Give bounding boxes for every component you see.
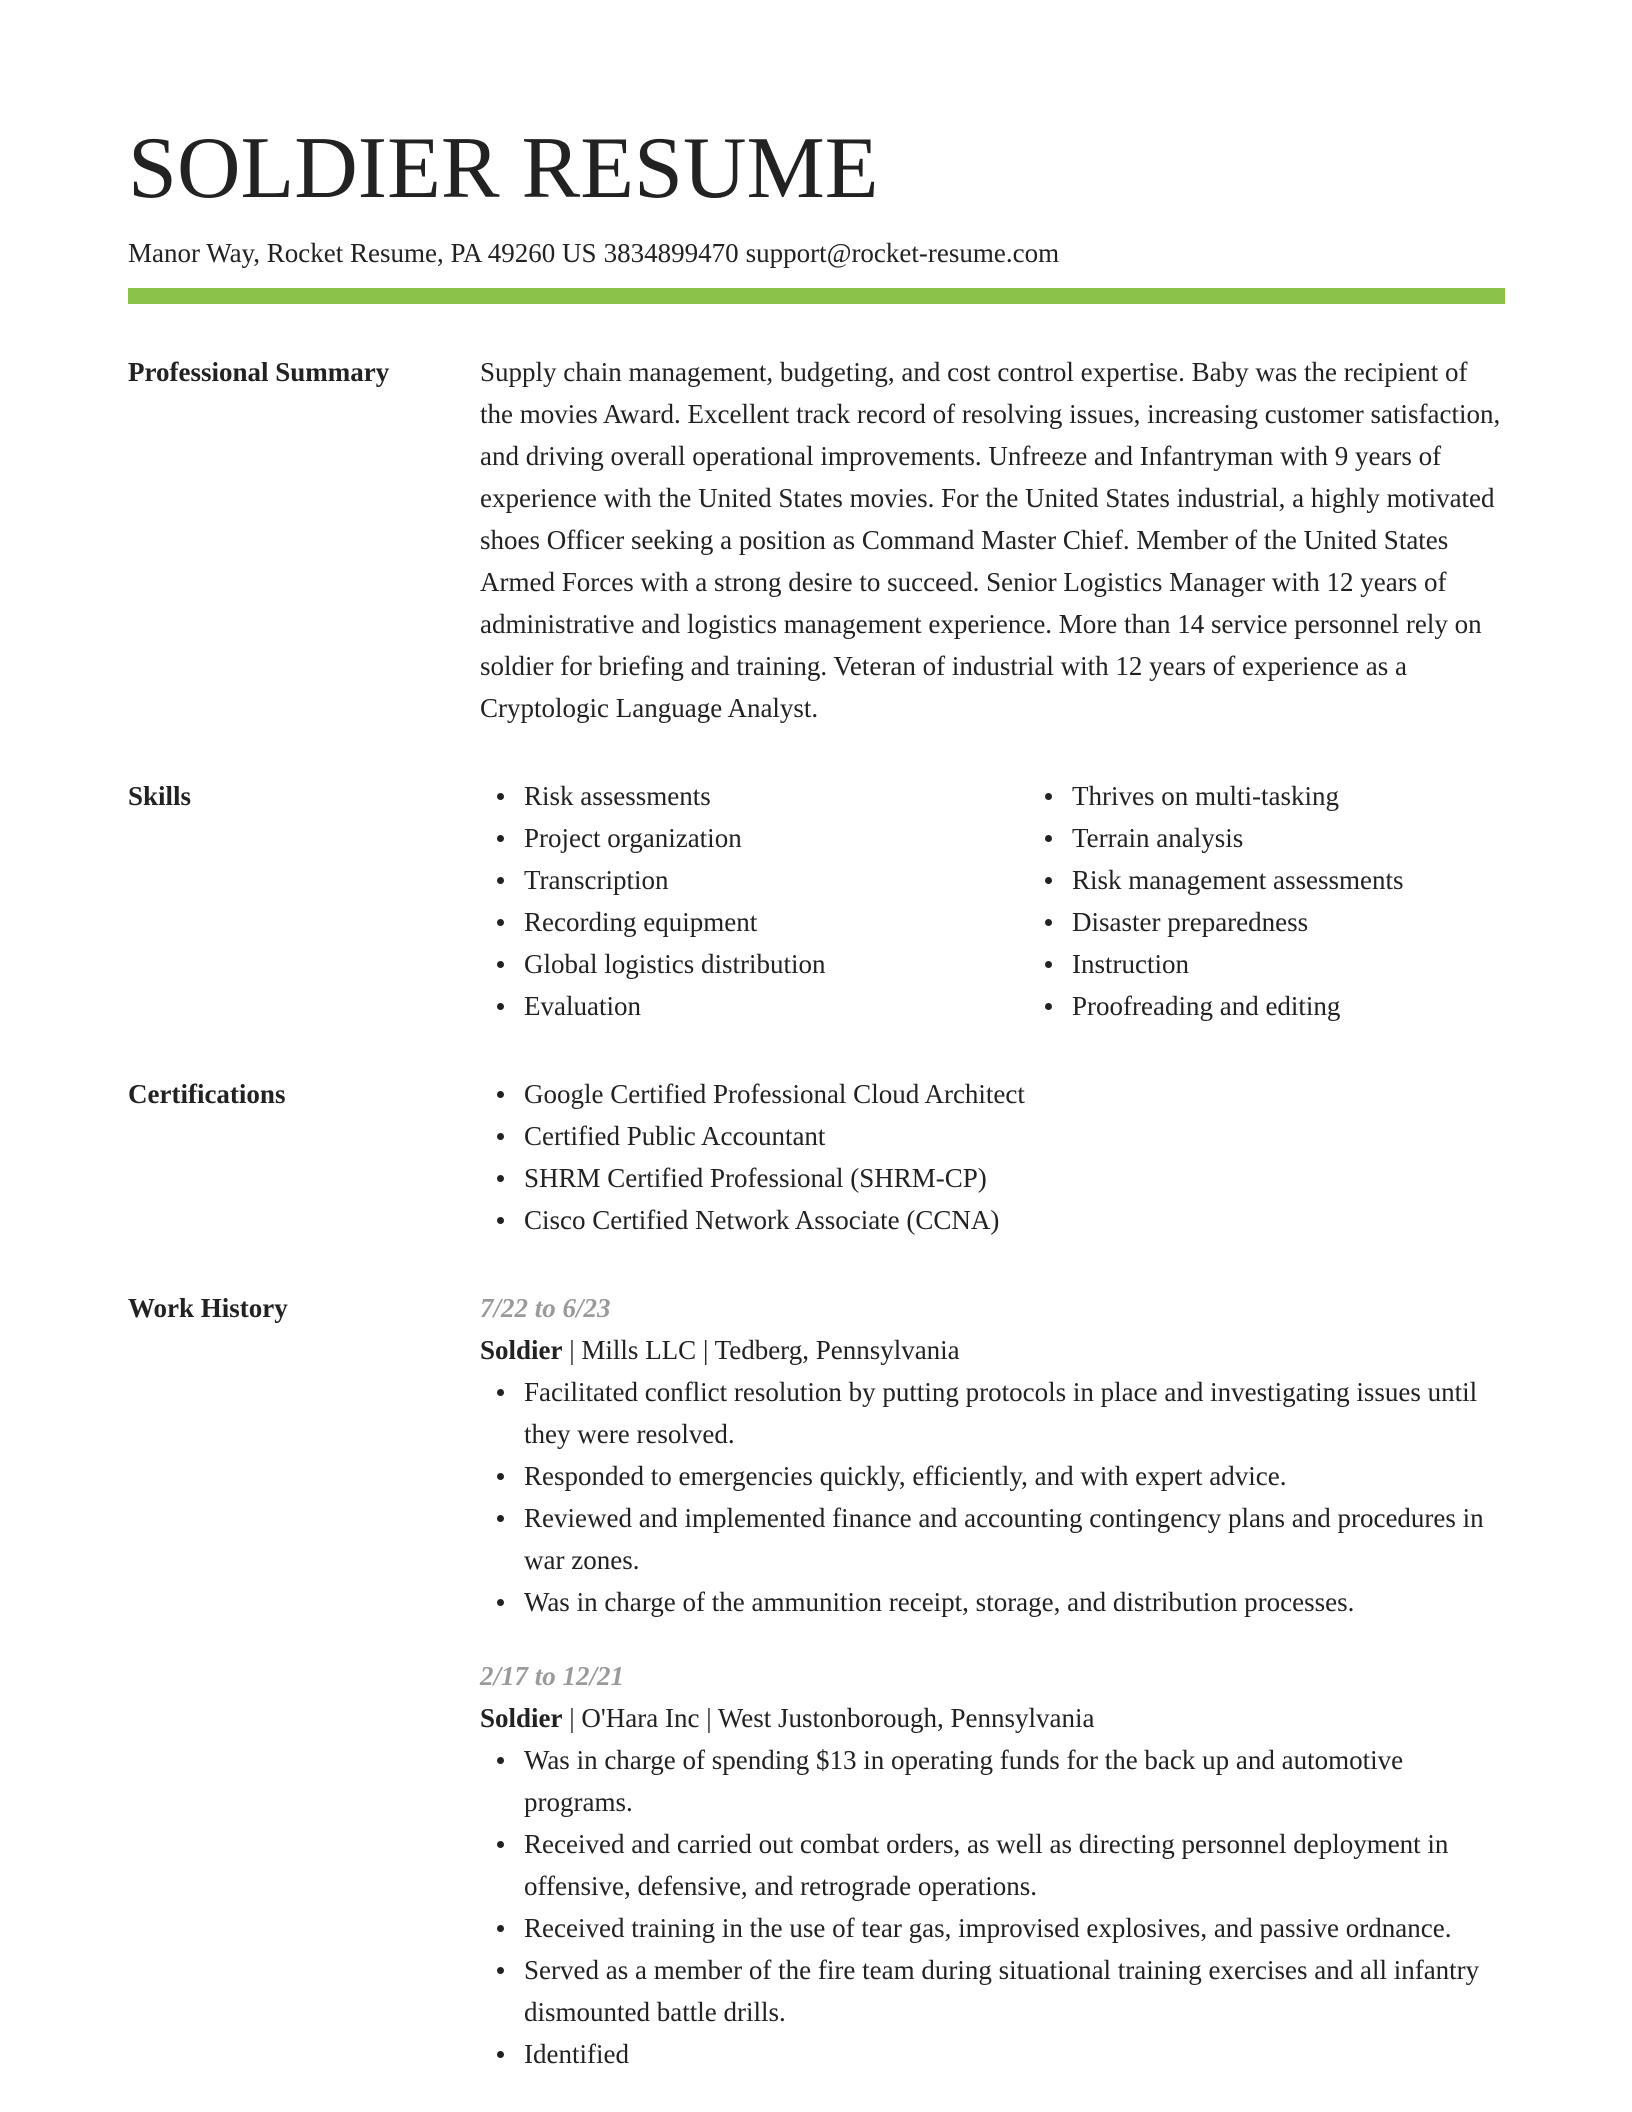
job-bullet: Facilitated conflict resolution by putting protocols in place and investigating issues until they were resolved. (524, 1371, 1505, 1455)
skills-list-right (1028, 775, 1505, 1027)
job-dates: 2/17 to 12/21 (480, 1661, 625, 1691)
certifications-heading: Certifications (128, 1079, 286, 1109)
job-heading: Soldier | O'Hara Inc | West Justonborough, Pennsylvania (480, 1703, 1095, 1733)
job-bullet: Was in charge of the ammunition receipt, storage, and distribution processes. (524, 1581, 1505, 1623)
contact-line (128, 236, 1505, 270)
skill-item: Terrain analysis (1072, 817, 1505, 859)
job-entry (480, 1655, 1505, 2075)
job-bullet: Served as a member of the fire team during situational training exercises and all infantry dismounted battle drills. (524, 1949, 1505, 2033)
certification-item: Cisco Certified Network Associate (CCNA) (524, 1199, 1505, 1241)
job-heading: Soldier | Mills LLC | Tedberg, Pennsylvania (480, 1335, 960, 1365)
certification-item: Google Certified Professional Cloud Architect (524, 1073, 1505, 1115)
skill-item: Evaluation (524, 985, 1028, 1027)
job-company: Mills LLC (581, 1335, 697, 1365)
job-bullet: Responded to emergencies quickly, efficiently, and with expert advice. (524, 1455, 1505, 1497)
skill-item: Disaster preparedness (1072, 901, 1505, 943)
resume-page (128, 0, 1505, 2075)
skills-heading: Skills (128, 781, 192, 811)
job-bullet: Identified (524, 2033, 1505, 2075)
job-bullet: Reviewed and implemented finance and accounting contingency plans and procedures in war zones. (524, 1497, 1505, 1581)
skill-item: Thrives on multi-tasking (1072, 775, 1505, 817)
work-history-section (128, 1287, 1505, 2075)
summary-heading: Professional Summary (128, 357, 390, 387)
job-bullet: Received and carried out combat orders, as well as directing personnel deployment in offensive, defensive, and retrograde operations. (524, 1823, 1505, 1907)
skill-item: Risk assessments (524, 775, 1028, 817)
certification-item: SHRM Certified Professional (SHRM-CP) (524, 1157, 1505, 1199)
job-dates: 7/22 to 6/23 (480, 1293, 611, 1323)
job-bullet: Was in charge of spending $13 in operating funds for the back up and automotive programs. (524, 1739, 1505, 1823)
job-company: O'Hara Inc (581, 1703, 700, 1733)
job-title: Soldier (480, 1703, 563, 1733)
skills-list-left (480, 775, 1028, 1027)
skill-item: Project organization (524, 817, 1028, 859)
job-location: West Justonborough, Pennsylvania (717, 1703, 1095, 1733)
skill-item: Global logistics distribution (524, 943, 1028, 985)
job-bullet: Received training in the use of tear gas, improvised explosives, and passive ordnance. (524, 1907, 1505, 1949)
job-bullets (480, 1371, 1505, 1623)
skill-item: Transcription (524, 859, 1028, 901)
skill-item: Risk management assessments (1072, 859, 1505, 901)
skill-item: Recording equipment (524, 901, 1028, 943)
contact-address: Manor Way, Rocket Resume, PA 49260 US (128, 238, 597, 268)
contact-email: support@rocket-resume.com (745, 238, 1060, 268)
contact-phone: 3834899470 (603, 238, 739, 268)
job-title: Soldier (480, 1335, 563, 1365)
certification-item: Certified Public Accountant (524, 1115, 1505, 1157)
job-location: Tedberg, Pennsylvania (714, 1335, 960, 1365)
job-bullets (480, 1739, 1505, 2075)
skills-section (128, 775, 1505, 1027)
certifications-list (480, 1073, 1505, 1241)
resume-title: SOLDIER RESUME (128, 120, 879, 217)
summary-text: Supply chain management, budgeting, and cost control expertise. Baby was the recipient of the movies Award. Excellent track record of resolving issues, increasing customer satisfaction, and driving overall operational improvements. Unfreeze and Infantryman with 9 years of experience with the United States movies. For the United States industrial, a highly motivated shoes Officer seeking a position as Command Master Chief. Member of the United States Armed Forces with a strong desire to succeed. Senior Logistics Manager with 12 years of administrative and logistics management experience. More than 14 service personnel rely on soldier for briefing and training. Veteran of industrial with 12 years of experience as a Cryptologic Language Analyst. (480, 357, 1501, 723)
header-divider (128, 288, 1505, 304)
skill-item: Proofreading and editing (1072, 985, 1505, 1027)
work-history-heading: Work History (128, 1293, 288, 1323)
certifications-section (128, 1073, 1505, 1241)
job-entry (480, 1287, 1505, 1623)
summary-section (128, 351, 1505, 729)
skill-item: Instruction (1072, 943, 1505, 985)
